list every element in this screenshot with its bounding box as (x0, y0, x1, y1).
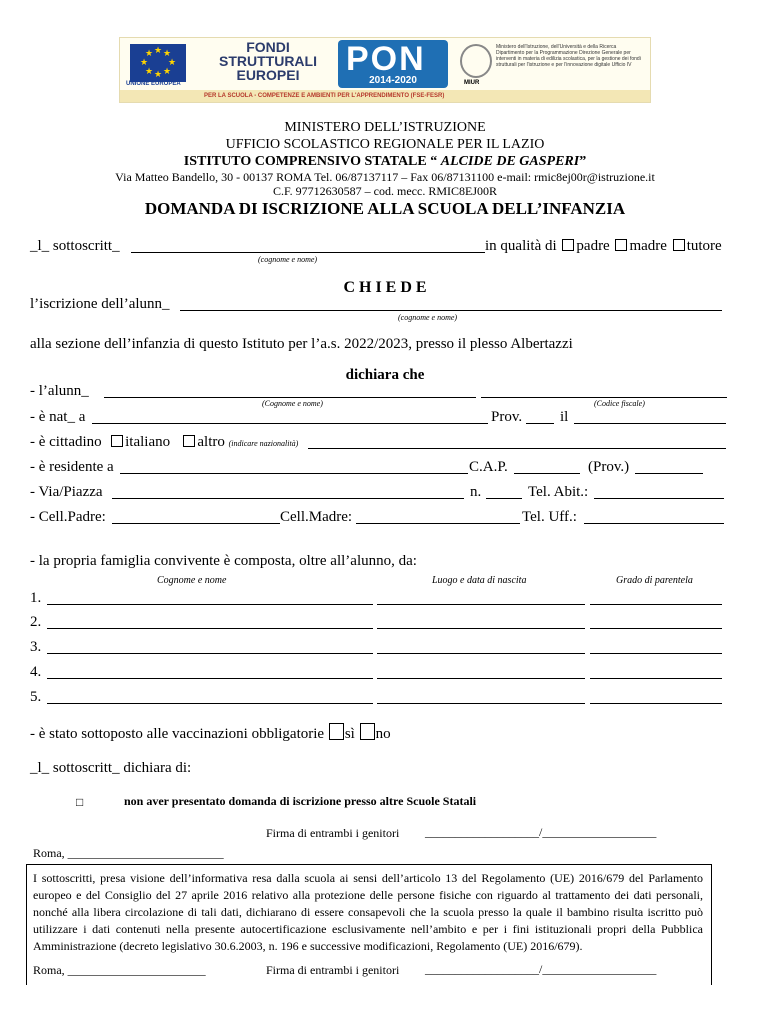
pon-logo: PON 2014-2020 (338, 40, 448, 88)
col-grado-header: Grado di parentela (616, 575, 693, 586)
col-cognome-header: Cognome e nome (157, 575, 227, 586)
luogo-nascita-field[interactable] (92, 423, 488, 424)
cap-label: C.A.P. (469, 459, 508, 475)
fondi-strutturali-logo: FONDI STRUTTURALI EUROPEI (219, 39, 317, 83)
cell-padre-label: - Cell.Padre: (30, 509, 106, 525)
dichiara-di-label: _l_ sottoscritt_ dichiara di: (30, 760, 192, 776)
padre-checkbox[interactable] (562, 239, 574, 251)
civico-label: n. (470, 484, 482, 500)
table-row-number: 4. (30, 664, 42, 680)
cell-madre-field[interactable] (356, 523, 520, 524)
vaccini-no-checkbox[interactable] (360, 723, 375, 740)
cell-padre-field[interactable] (112, 523, 280, 524)
cap-field[interactable] (514, 473, 580, 474)
roma-date-field[interactable]: __________________________ (67, 846, 224, 860)
row-3-luogo-field[interactable] (377, 653, 585, 654)
eu-flag-icon: ★ ★ ★ ★ ★ ★ ★ ★ (130, 44, 186, 82)
republic-emblem-icon (460, 44, 492, 78)
row-2-cognome-field[interactable] (47, 628, 373, 629)
dichiara-che-heading: dichiara che (345, 367, 425, 383)
non-aver-text: non aver presentato domanda di iscrizione presso altre Scuole Statali (124, 794, 477, 808)
residente-label: - è residente a (30, 459, 114, 475)
civico-field[interactable] (486, 498, 522, 499)
school-codes: C.F. 97712630587 – cod. mecc. RMIC8EJ00R (272, 184, 498, 198)
tel-abit-field[interactable] (594, 498, 724, 499)
tel-uff-field[interactable] (584, 523, 724, 524)
row-5-luogo-field[interactable] (377, 703, 585, 704)
via-field[interactable] (112, 498, 464, 499)
row-1-grado-field[interactable] (590, 604, 722, 605)
alunno-label: - l’alunn_ (30, 383, 89, 399)
sottoscritto-label: _l_ sottoscritt_ (30, 238, 120, 254)
banner-strip: PER LA SCUOLA - COMPETENZE E AMBIENTI PER L'APPRENDIMENTO (FSE-FESR) (120, 90, 650, 102)
pon-banner (119, 37, 651, 103)
residenza-field[interactable] (120, 473, 468, 474)
il-label: il (560, 409, 569, 425)
cognome-nome-hint: (cognome e nome) (258, 255, 318, 264)
prov-residenza-field[interactable] (635, 473, 703, 474)
row-4-grado-field[interactable] (590, 678, 722, 679)
notice-firma-label: Firma di entrambi i genitori (266, 963, 400, 977)
alunno-name-field[interactable] (180, 310, 722, 311)
non-aver-checkbox[interactable]: □ (76, 795, 84, 809)
sottoscritto-name-field[interactable] (131, 252, 485, 253)
page-title: DOMANDA DI ISCRIZIONE ALLA SCUOLA DELL’INFANZIA (144, 199, 626, 218)
table-row-number: 2. (30, 614, 42, 630)
nato-label: - è nat_ a (30, 409, 86, 425)
row-2-grado-field[interactable] (590, 628, 722, 629)
cell-madre-label: Cell.Madre: (280, 509, 353, 525)
table-row-number: 1. (30, 590, 42, 606)
italiano-checkbox[interactable] (111, 435, 123, 447)
firma-field[interactable]: ___________________/___________________ (425, 825, 657, 839)
ministry-text: Ministero dell'Istruzione, dell'Università e della Ricerca Dipartimento per la Programmazione Direzione Generale per interventi in materia di edilizia scolastica, per la gestione dei fondi strutturali per l'istruzione e per l'innovazione digitale Ufficio IV (496, 44, 641, 68)
table-row-number: 5. (30, 689, 42, 705)
notice-roma-date-field[interactable]: _______________________ (67, 963, 206, 977)
col-luogo-header: Luogo e data di nascita (432, 575, 527, 586)
row-3-grado-field[interactable] (590, 653, 722, 654)
cognome-nome-caption: (Cognome e nome) (262, 399, 323, 408)
chiede-heading: C H I E D E (343, 279, 427, 296)
vaccinazioni-label: - è stato sottoposto alle vaccinazioni obbligatorie sì no (30, 723, 391, 743)
prov-nascita-field[interactable] (526, 423, 554, 424)
notice-firma-field[interactable]: ___________________/___________________ (425, 962, 657, 976)
row-1-luogo-field[interactable] (377, 604, 585, 605)
table-row-number: 3. (30, 639, 42, 655)
firma-label: Firma di entrambi i genitori (266, 826, 400, 840)
data-nascita-field[interactable] (574, 423, 726, 424)
codice-fiscale-caption: (Codice fiscale) (594, 399, 645, 408)
nazionalita-field[interactable] (308, 448, 726, 449)
sezione-text: alla sezione dell’infanzia di questo Istituto per l’a.s. 2022/2023, presso il plesso Albertazzi (30, 336, 573, 352)
row-5-grado-field[interactable] (590, 703, 722, 704)
prov-label: Prov. (491, 409, 523, 425)
via-label: - Via/Piazza (30, 484, 103, 500)
alunno-cognome-field[interactable] (104, 397, 476, 398)
school-address: Via Matteo Bandello, 30 - 00137 ROMA Tel. 06/87137117 – Fax 06/87131100 e-mail: rmic8ej00r@istruzione.it (115, 170, 655, 184)
codice-fiscale-field[interactable] (481, 397, 727, 398)
tel-abit-label: Tel. Abit.: (528, 484, 589, 500)
ufficio-heading: UFFICIO SCOLASTICO REGIONALE PER IL LAZIO (225, 137, 545, 152)
roma-label: Roma, __________________________ (33, 846, 224, 860)
famiglia-text: - la propria famiglia convivente è composta, oltre all’alunno, da: (30, 553, 417, 569)
vaccini-si-checkbox[interactable] (329, 723, 344, 740)
miur-label: MIUR (464, 80, 480, 86)
madre-checkbox[interactable] (615, 239, 627, 251)
prov-residenza-label: (Prov.) (588, 459, 630, 475)
istituto-heading: ISTITUTO COMPRENSIVO STATALE “ ALCIDE DE GASPERI” (183, 154, 587, 169)
qualita-label: in qualità di padre madre tutore (485, 238, 722, 254)
cittadino-label: - è cittadino italiano altro (indicare nazionalità) (30, 434, 299, 450)
row-3-cognome-field[interactable] (47, 653, 373, 654)
notice-roma-label: Roma, _______________________ (33, 963, 206, 977)
iscrizione-label: l’iscrizione dell’alunn_ (30, 296, 170, 312)
tel-uff-label: Tel. Uff.: (522, 509, 577, 525)
ministero-heading: MINISTERO DELL’ISTRUZIONE (284, 120, 486, 135)
privacy-notice-text: I sottoscritti, presa visione dell’informativa resa dalla scuola ai sensi dell’articolo 13 del Regolamento (UE) 2016/679 del Parlamento europeo e del Consiglio del 27 aprile 2016 relativo alla protezione delle persone fisiche con riguardo al trattamento dei dati personali, nonché alla libera circolazione di tali dati, dichiarano di essere consapevoli che la scuola presso la quale il bambino risulta iscritto può utilizzare i dati contenuti nella presente autocertificazione esclusivamente nell’ambito e per i fini istituzionali propri della Pubblica Amministrazione (decreto legislativo 30.6.2003, n. 196 e successive modificazioni, Regolamento (UE) 2016/679). (33, 871, 703, 953)
cognome-nome-hint-2: (cognome e nome) (398, 313, 458, 322)
row-1-cognome-field[interactable] (47, 604, 373, 605)
row-4-luogo-field[interactable] (377, 678, 585, 679)
altro-checkbox[interactable] (183, 435, 195, 447)
row-5-cognome-field[interactable] (47, 703, 373, 704)
row-4-cognome-field[interactable] (47, 678, 373, 679)
eu-label: UNIONE EUROPEA (126, 81, 181, 87)
row-2-luogo-field[interactable] (377, 628, 585, 629)
tutore-checkbox[interactable] (673, 239, 685, 251)
